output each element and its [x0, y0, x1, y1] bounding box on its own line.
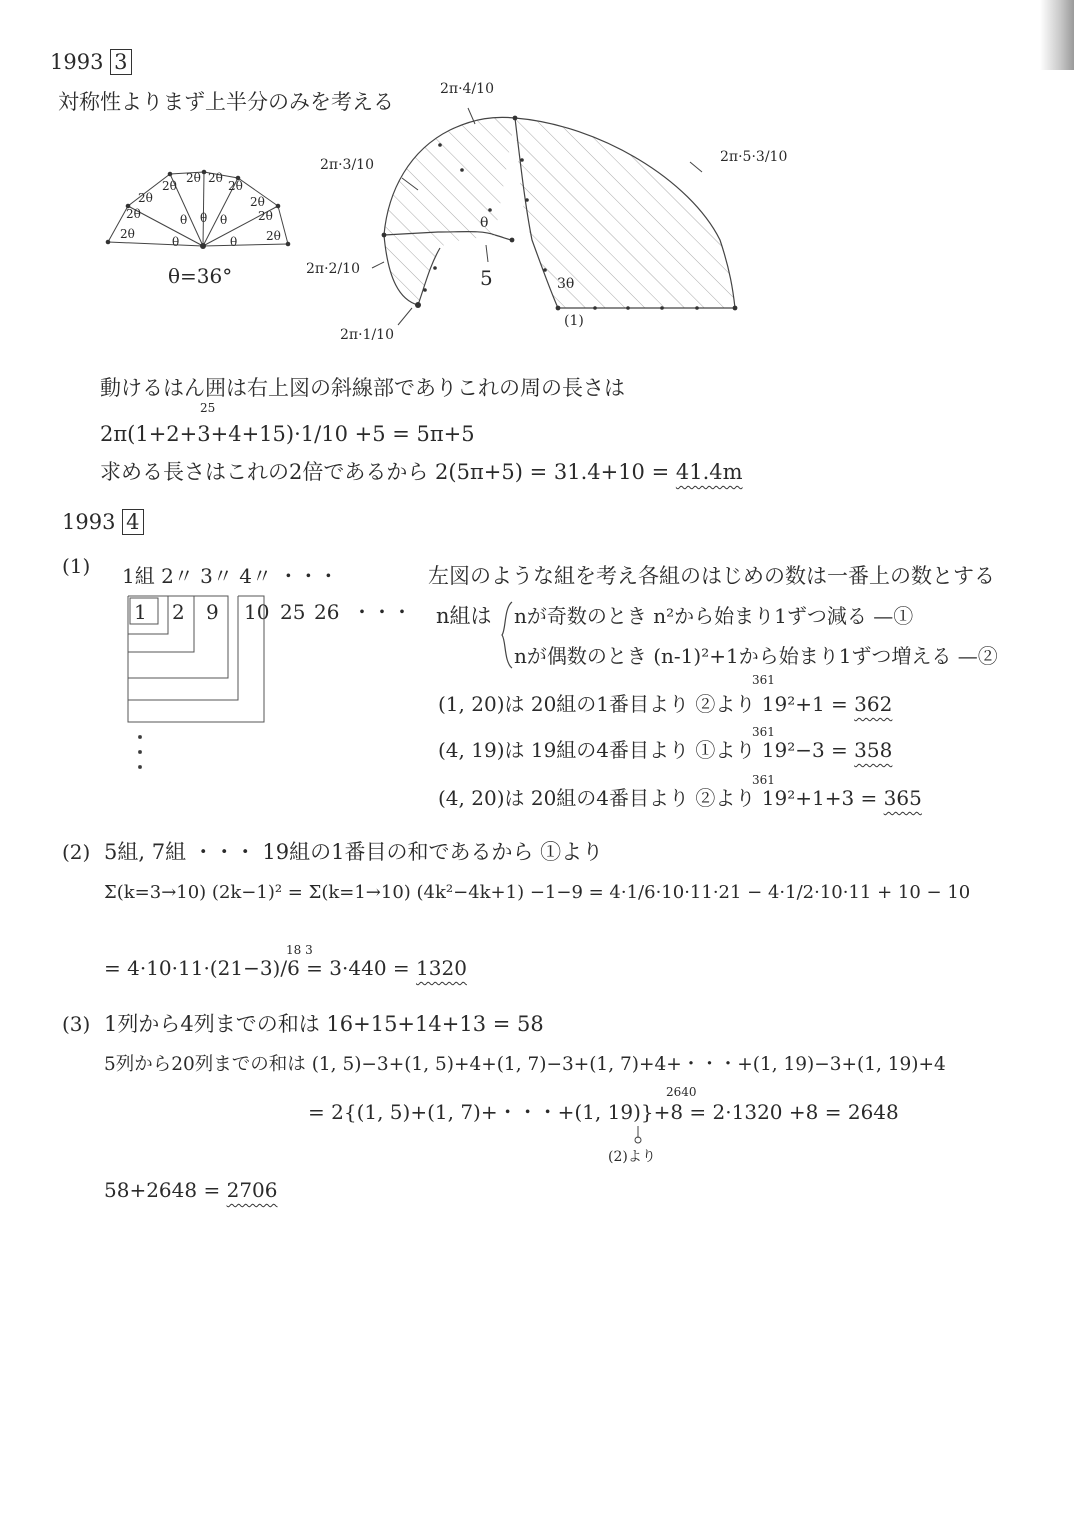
grid-value: 9 [206, 600, 219, 624]
p3-line2: 2π(1+2+3+4+15)·1/10 +5 = 5π+5 [100, 422, 475, 446]
arc-label-2: 2π·2/10 [306, 261, 360, 277]
fan-label: 2θ [258, 209, 273, 223]
arc-label-1: 2π·1/10 [340, 327, 394, 343]
q3-line2: 5列から20列までの和は (1, 5)−3+(1, 5)+4+(1, 7)−3+(1, 7)+4+・・・+(1, 19)−3+(1, 19)+4 [104, 1054, 946, 1075]
n-group-label: n組は [436, 604, 492, 628]
arc-label-5: 2π·5·3/10 [720, 149, 788, 165]
problem-3-number: 3 [110, 49, 131, 75]
fan-label: θ [230, 235, 238, 249]
q3-line4-text: 58+2648 = [104, 1178, 221, 1202]
result-3 [438, 788, 922, 808]
note-18-3: 18 3 [286, 943, 313, 957]
fan-label: θ [200, 211, 208, 225]
grid-value: 1 [134, 600, 147, 624]
region-diagram [0, 0, 1074, 400]
q3-label: (3) [62, 1012, 91, 1036]
brace [500, 600, 514, 670]
q1-label: (1) [62, 554, 91, 578]
p3-line3-text: 求める長さはこれの2倍であるから 2(5π+5) = 31.4+10 = [100, 460, 670, 484]
problem-4-year: 1993 [62, 510, 116, 534]
note-361: 361 [752, 673, 775, 687]
q3-line4 [104, 1180, 278, 1200]
q2-line3 [104, 958, 467, 978]
fan-label: 2θ [186, 171, 201, 185]
q2-answer: 1320 [416, 956, 467, 980]
q1-desc: 左図のような組を考え各組のはじめの数は一番上の数とする [428, 564, 995, 588]
odd-rule: nが奇数のとき n²から始まり1ずつ減る —① [514, 604, 914, 628]
problem-4-number: 4 [122, 509, 143, 535]
note-361: 361 [752, 773, 775, 787]
problem-4-header [62, 512, 144, 533]
result-1 [438, 694, 892, 714]
grid-value: 26 [314, 600, 340, 624]
fan-label: θ [172, 235, 180, 249]
result-3-text: (4, 20)は 20組の4番目より ②より 19²+1+3 = [438, 786, 878, 810]
result-1-text: (1, 20)は 20組の1番目より ②より 19²+1 = [438, 692, 848, 716]
segment-length-5: 5 [480, 266, 493, 290]
fan-label: 2θ [250, 195, 265, 209]
q2-line2: Σ(k=3→10) (2k−1)² = Σ(k=1→10) (4k²−4k+1) −1−9 = 4·1/6·10·11·21 − 4·1/2·10·11 + 10 − 10 [104, 882, 971, 903]
group-grid-diagram [120, 592, 280, 782]
grid-value: ・・・ [352, 600, 412, 624]
arc-label-4: 2π·4/10 [440, 81, 494, 97]
p3-answer: 41.4m [675, 460, 743, 484]
fan-label: 2θ [138, 191, 153, 205]
grid-value: 25 [280, 600, 306, 624]
q2-line1: 5組, 7組 ・・・ 19組の1番目の和であるから ①より [104, 840, 604, 864]
fan-label: 2θ [126, 207, 141, 221]
result-2 [438, 740, 892, 760]
arc-label-3: 2π·3/10 [320, 157, 374, 173]
even-rule: nが偶数のとき (n-1)²+1から始まり1ずつ増える —② [514, 644, 998, 668]
group-headers: 1組 2〃 3〃 4〃 ・・・ [122, 564, 339, 588]
q3-line1: 1列から4列までの和は 16+15+14+13 = 58 [104, 1012, 544, 1036]
fan-label: θ [180, 213, 188, 227]
note-25: 25 [200, 401, 216, 415]
p3-line3 [100, 462, 743, 483]
q2-line3-text: = 4·10·11·(21−3)/6 = 3·440 = [104, 956, 410, 980]
q3-answer: 2706 [226, 1178, 278, 1202]
problem-3-intro: 対称性よりまず上半分のみを考える [58, 90, 394, 114]
q3-line3: = 2{(1, 5)+(1, 7)+・・・+(1, 19)}+8 = 2·1320 +8 = 2648 [308, 1100, 899, 1124]
result-2-text: (4, 19)は 19組の4番目より ①より 19²−3 = [438, 738, 848, 762]
note-361: 361 [752, 725, 775, 739]
fan-label: 2θ [266, 229, 281, 243]
grid-value: 2 [172, 600, 185, 624]
fan-label: θ [220, 213, 228, 227]
fan-label: 2θ [228, 179, 243, 193]
result-1-answer: 362 [854, 692, 893, 716]
from-q2-note: (2)より [608, 1149, 656, 1165]
angle-3theta: 3θ [557, 276, 575, 292]
problem-3-year: 1993 [50, 50, 104, 74]
result-2-answer: 358 [854, 738, 893, 762]
grid-value: 10 [244, 600, 270, 624]
result-3-answer: 365 [883, 786, 922, 810]
fan-label: 2θ [162, 179, 177, 193]
note-2640: 2640 [666, 1085, 697, 1099]
fan-label: 2θ [120, 227, 135, 241]
p3-line1: 動けるはん囲は右上図の斜線部でありこれの周の長さは [100, 376, 625, 400]
q2-label: (2) [62, 840, 91, 864]
fan-label: 2θ [208, 171, 223, 185]
theta-value: θ=36° [168, 264, 233, 288]
angle-theta: θ [480, 215, 489, 231]
segment-one: (1) [564, 313, 584, 329]
arrow-down [630, 1126, 650, 1146]
